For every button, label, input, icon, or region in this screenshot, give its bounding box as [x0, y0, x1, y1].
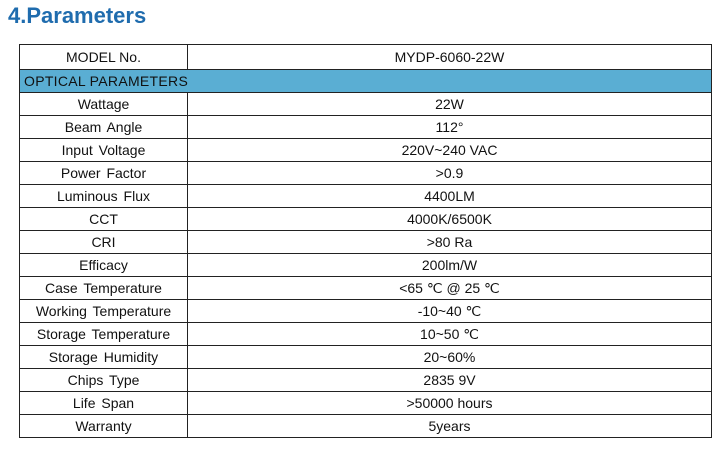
section-title: OPTICAL PARAMETERS	[20, 70, 712, 93]
model-row	[20, 45, 712, 70]
param-label: Input Voltage	[20, 139, 188, 162]
table-row	[20, 323, 712, 346]
param-value: 2835 9V	[188, 369, 712, 392]
table-row	[20, 116, 712, 139]
table-row	[20, 277, 712, 300]
param-label: Power Factor	[20, 162, 188, 185]
model-label: MODEL No.	[20, 45, 188, 70]
param-label: Case Temperature	[20, 277, 188, 300]
param-label: CRI	[20, 231, 188, 254]
param-value: <65 ℃ @ 25 ℃	[188, 277, 712, 300]
param-value: 10~50 ℃	[188, 323, 712, 346]
param-value: 4000K/6500K	[188, 208, 712, 231]
param-value: >50000 hours	[188, 392, 712, 415]
param-label: Beam Angle	[20, 116, 188, 139]
table-row	[20, 254, 712, 277]
param-value: >80 Ra	[188, 231, 712, 254]
param-label: Wattage	[20, 93, 188, 116]
table-row	[20, 346, 712, 369]
param-label: Working Temperature	[20, 300, 188, 323]
table-row	[20, 208, 712, 231]
table-row	[20, 415, 712, 438]
section-header-row	[20, 70, 712, 93]
table-row	[20, 93, 712, 116]
param-value: >0.9	[188, 162, 712, 185]
param-label: Storage Temperature	[20, 323, 188, 346]
param-label: Luminous Flux	[20, 185, 188, 208]
param-label: CCT	[20, 208, 188, 231]
model-value: MYDP-6060-22W	[188, 45, 712, 70]
table-row	[20, 369, 712, 392]
param-label: Chips Type	[20, 369, 188, 392]
param-value: 4400LM	[188, 185, 712, 208]
table-row	[20, 392, 712, 415]
table-row	[20, 139, 712, 162]
param-label: Efficacy	[20, 254, 188, 277]
param-value: 20~60%	[188, 346, 712, 369]
param-value: 200lm/W	[188, 254, 712, 277]
table-row	[20, 185, 712, 208]
page-title: 4.Parameters	[8, 3, 147, 28]
param-label: Storage Humidity	[20, 346, 188, 369]
table-row	[20, 300, 712, 323]
table-row	[20, 231, 712, 254]
param-value: 22W	[188, 93, 712, 116]
param-value: 5years	[188, 415, 712, 438]
param-value: 112°	[188, 116, 712, 139]
param-value: 220V~240 VAC	[188, 139, 712, 162]
parameters-table	[19, 44, 712, 438]
param-label: Warranty	[20, 415, 188, 438]
param-label: Life Span	[20, 392, 188, 415]
table-row	[20, 162, 712, 185]
param-value: -10~40 ℃	[188, 300, 712, 323]
